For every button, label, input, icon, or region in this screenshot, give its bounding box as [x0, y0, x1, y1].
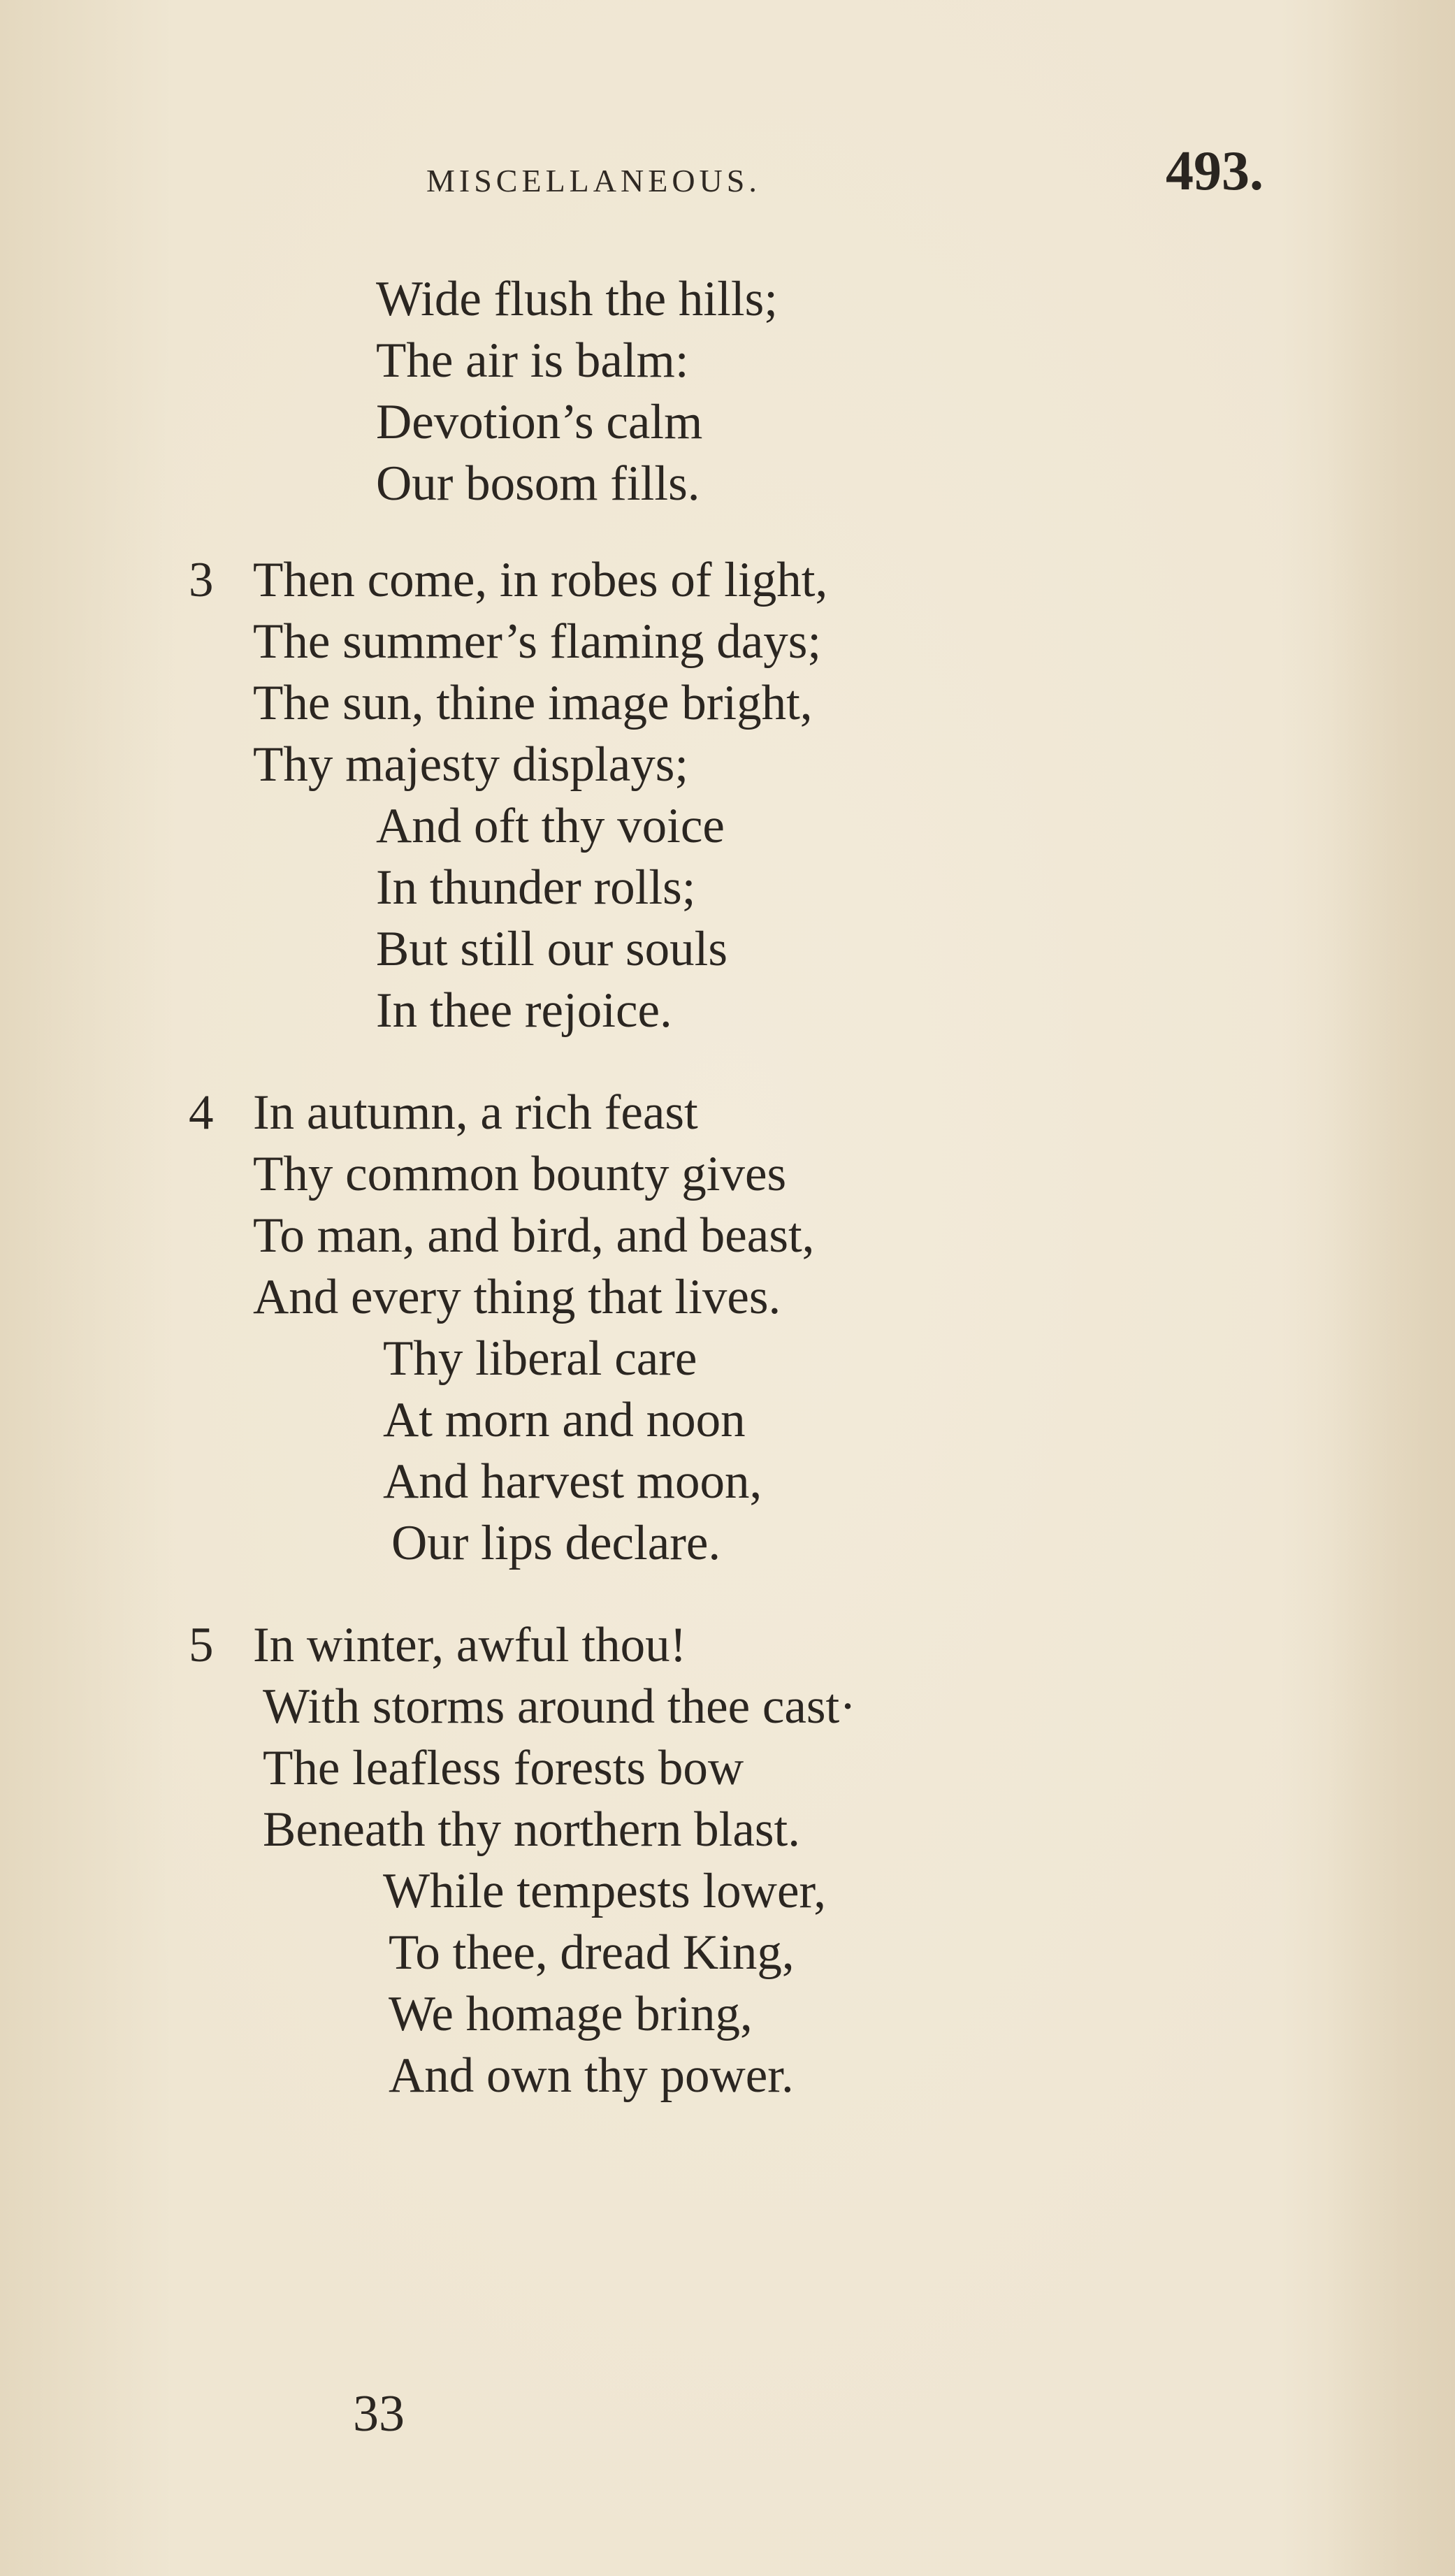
stanza-line: And oft thy voice [376, 799, 725, 853]
stanza-line: Then come, in robes of light, [253, 553, 828, 607]
stanza-line: The summer’s flaming days; [253, 614, 822, 669]
stanza-line: Our lips declare. [391, 1516, 721, 1570]
stanza-line: To man, and bird, and beast, [253, 1208, 815, 1263]
stanza-line: And harvest moon, [383, 1454, 762, 1509]
stanza-line: We homage bring, [389, 1987, 753, 2041]
stanza-line: Thy majesty displays; [253, 737, 689, 792]
stanza-line: In thee rejoice. [376, 983, 672, 1038]
stanza-number: 4 [189, 1085, 214, 1140]
stanza-line: In thunder rolls; [376, 860, 696, 915]
stanza-line: But still our souls [376, 922, 728, 976]
stanza-line: Wide flush the hills; [376, 272, 778, 326]
stanza-line: Thy common bounty gives [253, 1147, 787, 1201]
signature-mark: 33 [353, 2385, 405, 2443]
stanza-line: Our bosom fills. [376, 456, 700, 511]
show-through-shadow [1329, 0, 1455, 2576]
stanza-line: The leafless forests bow [263, 1741, 744, 1795]
stanza-number: 5 [189, 1618, 214, 1672]
stanza-number: 3 [189, 553, 214, 607]
stanza-line: And own thy power. [389, 2048, 794, 2103]
stanza-line: In autumn, a rich feast [253, 1085, 698, 1140]
stanza-line: The air is balm: [376, 333, 689, 388]
stanza-line: Thy liberal care [383, 1331, 697, 1386]
page-number: 493. [1166, 140, 1264, 202]
stanza-line: While tempests lower, [383, 1864, 827, 1918]
stanza-line: Beneath thy northern blast. [263, 1802, 800, 1857]
stanza-line: At morn and noon [383, 1393, 746, 1447]
stanza-line: With storms around thee cast· [263, 1679, 856, 1734]
stanza-line: Devotion’s calm [376, 395, 703, 449]
stanza-line: In winter, awful thou! [253, 1618, 687, 1672]
stanza-line: The sun, thine image bright, [253, 676, 813, 730]
running-title: MISCELLANEOUS. [426, 163, 761, 198]
stanza-line: And every thing that lives. [253, 1270, 781, 1324]
stanza-line: To thee, dread King, [389, 1925, 795, 1980]
